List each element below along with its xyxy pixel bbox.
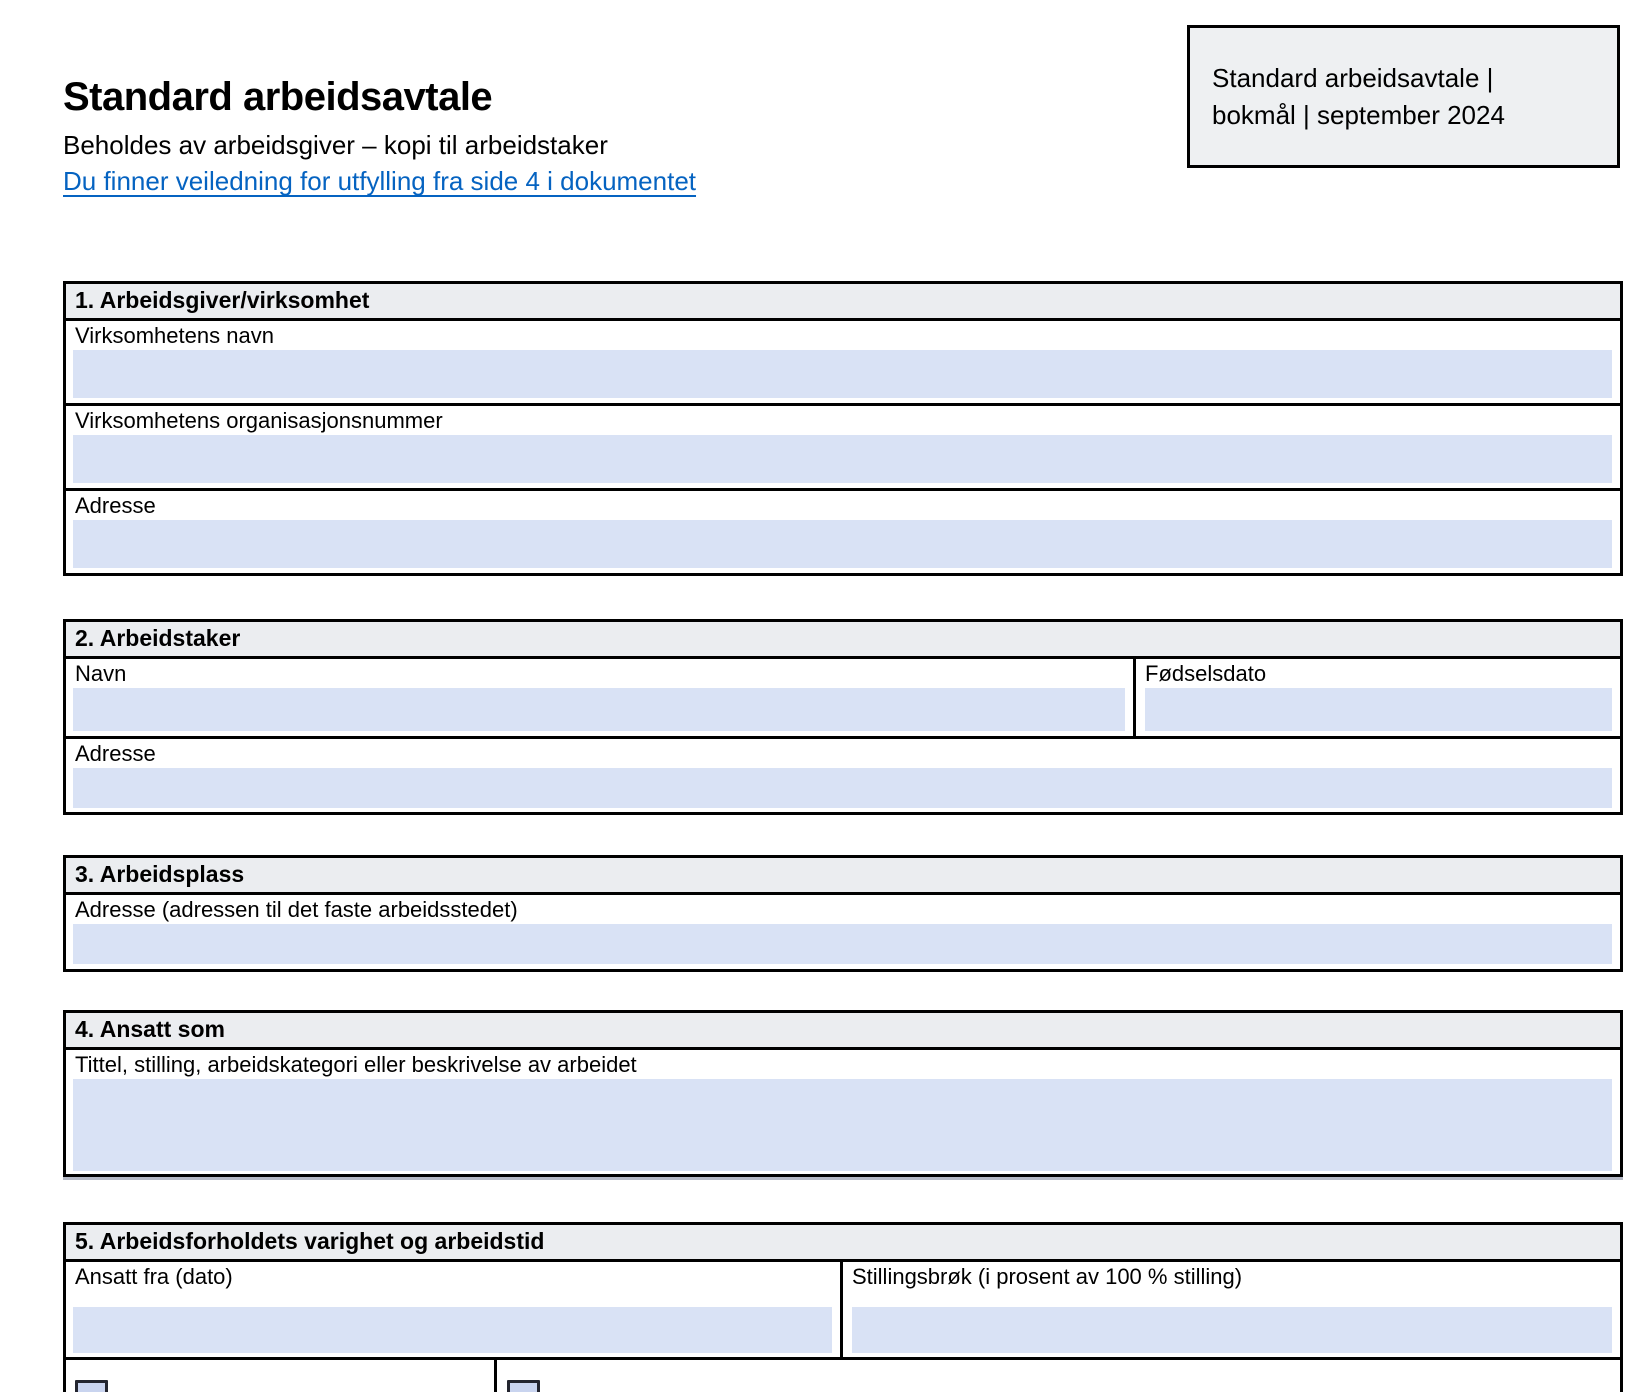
section-duration-title: 5. Arbeidsforholdets varighet og arbeidstid: [66, 1225, 1620, 1262]
employment-type-cell-2: [497, 1360, 1620, 1392]
employee-name-birthdate-row: [66, 659, 1620, 739]
employee-name-cell: [66, 659, 1136, 736]
employee-birthdate-field[interactable]: [1145, 688, 1612, 731]
employer-address-row: [66, 491, 1620, 568]
employed-from-field[interactable]: [73, 1307, 832, 1353]
position-percentage-field[interactable]: [852, 1307, 1612, 1353]
employee-name-label: Navn: [75, 661, 127, 686]
employee-address-label: Adresse: [75, 741, 156, 766]
employer-address-label: Adresse: [75, 493, 156, 518]
workplace-address-label: Adresse (adressen til det faste arbeidsstedet): [75, 897, 518, 922]
section-employer-title: 1. Arbeidsgiver/virksomhet: [66, 284, 1620, 321]
workplace-address-field[interactable]: [73, 924, 1612, 964]
version-line-2: bokmål | september 2024: [1212, 99, 1505, 130]
page-subtitle: Beholdes av arbeidsgiver – kopi til arbeidstaker: [63, 130, 608, 160]
employment-type-cell-1: [66, 1360, 497, 1392]
position-percentage-cell: [843, 1262, 1620, 1357]
employer-orgnumber-label: Virksomhetens organisasjonsnummer: [75, 408, 443, 433]
employee-birthdate-cell: [1136, 659, 1620, 736]
position-percentage-label: Stillingsbrøk (i prosent av 100 % stilling): [852, 1264, 1243, 1289]
employer-orgnumber-row: [66, 406, 1620, 491]
employee-address-field[interactable]: [73, 768, 1612, 808]
employee-birthdate-label: Fødselsdato: [1145, 661, 1267, 686]
employed-from-percentage-row: [66, 1262, 1620, 1360]
section-duration: [63, 1222, 1623, 1392]
section-employer: [63, 281, 1623, 576]
job-title-row: [66, 1050, 1620, 1171]
section-employee-title: 2. Arbeidstaker: [66, 622, 1620, 659]
job-title-label: Tittel, stilling, arbeidskategori eller beskrivelse av arbeidet: [75, 1052, 637, 1077]
employer-name-row: [66, 321, 1620, 406]
section-workplace: [63, 855, 1623, 972]
section-employed-as: [63, 1010, 1623, 1177]
guidance-link[interactable]: Du finner veiledning for utfylling fra side 4 i dokumentet: [63, 166, 697, 196]
section-employed-as-title: 4. Ansatt som: [66, 1013, 1620, 1050]
version-info-box: [1187, 25, 1620, 168]
section-employee: [63, 619, 1623, 815]
employed-from-cell: [66, 1262, 843, 1357]
employed-from-label: Ansatt fra (dato): [75, 1264, 233, 1289]
section-workplace-title: 3. Arbeidsplass: [66, 858, 1620, 895]
employment-type-row: [66, 1360, 1620, 1392]
employer-address-field[interactable]: [73, 520, 1612, 568]
workplace-address-row: [66, 895, 1620, 964]
employer-name-field[interactable]: [73, 350, 1612, 398]
employment-type-checkbox-1[interactable]: [75, 1380, 108, 1392]
employer-name-label: Virksomhetens navn: [75, 323, 274, 348]
version-line-1: Standard arbeidsavtale |: [1212, 62, 1494, 93]
employer-orgnumber-field[interactable]: [73, 435, 1612, 483]
employee-name-field[interactable]: [73, 688, 1125, 731]
employee-address-row: [66, 739, 1620, 808]
page-title: Standard arbeidsavtale: [63, 75, 493, 119]
job-title-field[interactable]: [73, 1079, 1612, 1171]
employment-type-checkbox-2[interactable]: [507, 1380, 540, 1392]
